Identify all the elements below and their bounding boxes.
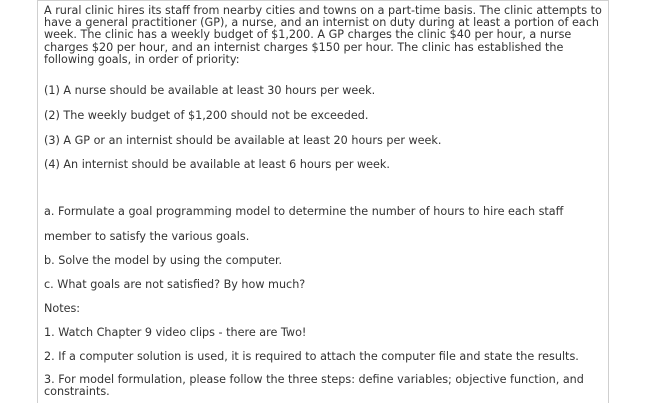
goal-4: (4) An internist should be available at least 6 hours per week. [44,158,390,171]
goal-1: (1) A nurse should be available at least 30 hours per week. [44,84,376,97]
task-b: b. Solve the model by using the computer. [44,254,283,267]
note-1: 1. Watch Chapter 9 video clips - there are Two! [44,326,307,339]
goal-2: (2) The weekly budget of $1,200 should not be exceeded. [44,109,369,122]
note-3: 3. For model formulation, please follow the three steps: define variables; objective function, and constraints. [44,373,584,399]
goal-3: (3) A GP or an internist should be available at least 20 hours per week. [44,134,442,147]
problem-intro: A rural clinic hires its staff from nearby cities and towns on a part-time basis. The clinic attempts to have a general practitioner (GP), a nurse, and an internist on duty during at least a portion of each week. The clinic has a weekly budget of $1,200. A GP charges the clinic $40 per hour, a nurse charges $20 per hour, and an internist charges $150 per hour. The clinic has established the following goals, in order of priority: [44,4,602,66]
task-a-line-2: member to satisfy the various goals. [44,230,250,243]
note-2: 2. If a computer solution is used, it is required to attach the computer file and state the results. [44,350,579,363]
notes-heading: Notes: [44,302,81,315]
task-a-line-1: a. Formulate a goal programming model to determine the number of hours to hire each staff [44,205,564,218]
task-c: c. What goals are not satisfied? By how much? [44,278,306,291]
